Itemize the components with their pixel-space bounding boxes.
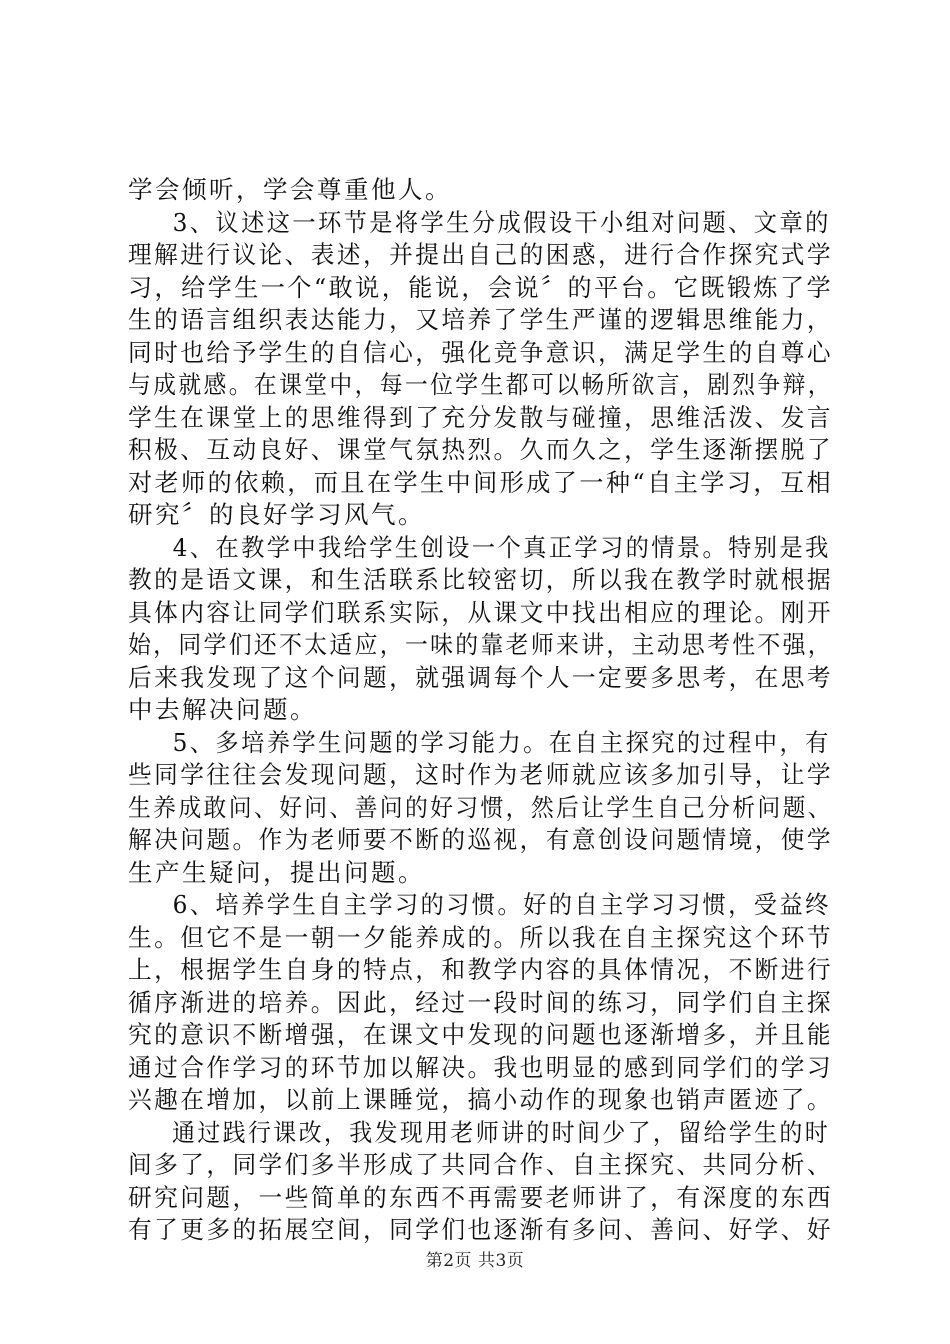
text-line: 5、多培养学生问题的学习能力。在自主探究的过程中，有 — [172, 727, 831, 757]
text-line: 间多了，同学们多半形成了共同合作、自主探究、共同分析、 — [128, 1150, 834, 1179]
text-line: 3、议述这一环节是将学生分成假设干小组对问题、文章的 — [172, 207, 831, 237]
text-line: 究的意识不断增强，在课文中发现的问题也逐渐增多，并且能 — [128, 1020, 834, 1049]
text-line: 解决问题。作为老师要不断的巡视，有意创设问题情境，使学 — [128, 825, 834, 854]
text-line: 生产生疑问，提出问题。 — [128, 857, 425, 887]
text-line: 兴趣在增加，以前上课睡觉，搞小动作的现象也销声匿迹了。 — [128, 1085, 834, 1114]
page-footer: 第2页 共3页 — [425, 1251, 525, 1271]
text-line: 同时也给予学生的自信心，强化竞争意识，满足学生的自尊心 — [128, 337, 834, 367]
text-line: 积极、互动良好、课堂气氛热烈。久而久之，学生逐渐摆脱了 — [128, 435, 834, 464]
text-line: 研究〞的良好学习风气。 — [128, 500, 425, 529]
text-line: 4、在教学中我给学生创设一个真正学习的情景。特别是我 — [172, 532, 831, 562]
text-line: 通过践行课改，我发现用老师讲的时间少了，留给学生的时 — [172, 1117, 831, 1147]
text-line: 些同学往往会发现问题，这时作为老师就应该多加引导，让学 — [128, 760, 834, 789]
text-line: 研究问题，一些简单的东西不再需要老师讲了，有深度的东西 — [128, 1182, 834, 1212]
text-line: 生养成敢问、好问、善问的好习惯，然后让学生自己分析问题、 — [128, 792, 833, 822]
text-line: 对老师的依赖，而且在学生中间形成了一种“自主学习，互相 — [128, 467, 834, 497]
text-line: 上，根据学生自身的特点，和教学内容的具体情况，不断进行 — [128, 955, 834, 984]
text-line: 习，给学生一个“敢说，能说，会说〞的平台。它既锻炼了学 — [128, 272, 834, 302]
document-body — [128, 174, 833, 1247]
text-line: 循序渐进的培养。因此，经过一段时间的练习，同学们自主探 — [128, 987, 834, 1017]
text-line: 生。但它不是一朝一夕能养成的。所以我在自主探究这个环节 — [128, 922, 834, 952]
text-line: 教的是语文课，和生活联系比较密切，所以我在教学时就根据 — [128, 565, 834, 594]
text-line: 有了更多的拓展空间，同学们也逐渐有多问、善问、好学、好 — [128, 1215, 834, 1244]
text-line: 始，同学们还不太适应，一味的靠老师来讲，主动思考性不强， — [128, 630, 833, 659]
text-line: 学生在课堂上的思维得到了充分发散与碰撞，思维活泼、发言 — [128, 402, 834, 432]
text-line: 后来我发现了这个问题，就强调每个人一定要多思考，在思考 — [128, 662, 834, 692]
text-line: 具体内容让同学们联系实际，从课文中找出相应的理论。刚开 — [128, 597, 834, 627]
text-line: 与成就感。在课堂中，每一位学生都可以畅所欲言，剧烈争辩， — [128, 370, 833, 399]
text-line: 理解进行议论、表述，并提出自己的困惑，进行合作探究式学 — [128, 240, 834, 269]
text-line: 6、培养学生自主学习的习惯。好的自主学习习惯，受益终 — [172, 890, 831, 919]
text-line: 中去解决问题。 — [128, 695, 317, 724]
text-line: 通过合作学习的环节加以解决。我也明显的感到同学们的学习 — [128, 1052, 834, 1082]
text-line: 学会倾听，学会尊重他人。 — [128, 175, 452, 204]
text-line: 生的语言组织表达能力，又培养了学生严谨的逻辑思维能力， — [128, 305, 834, 334]
